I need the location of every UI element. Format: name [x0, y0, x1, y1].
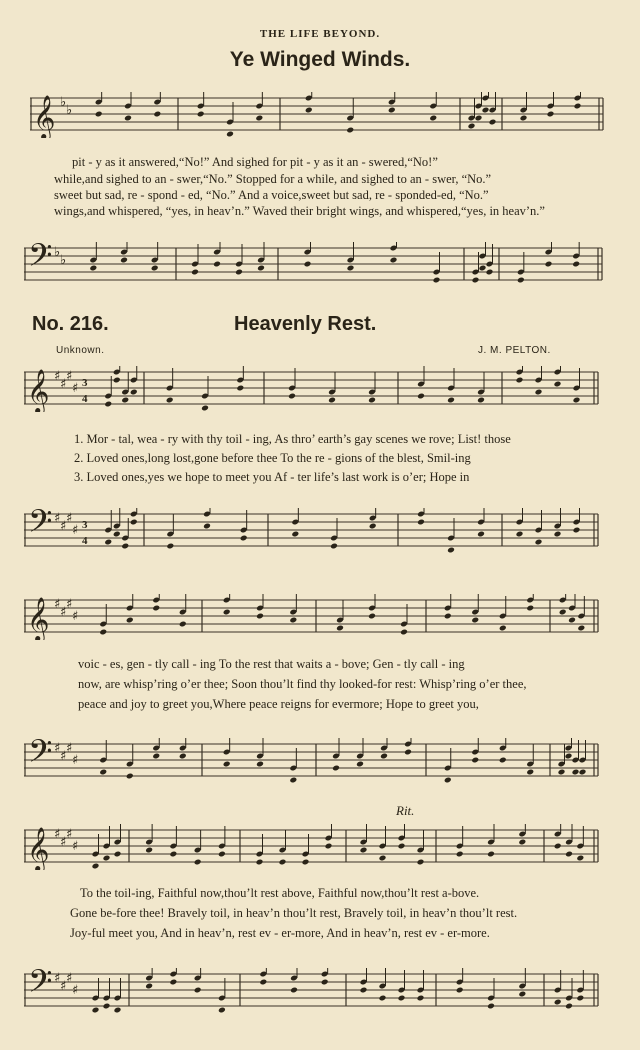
bass-clef-icon: 𝄢 — [28, 242, 53, 281]
system2-treble-staff — [24, 594, 600, 640]
treble-clef-icon: 𝄞 — [27, 597, 50, 640]
song-title: Ye Winged Winds. — [229, 48, 411, 71]
svg-text:♯: ♯ — [60, 519, 67, 534]
svg-text:♭: ♭ — [54, 245, 61, 260]
top-lyric-line-1: pit - y as it answered,“No!” And sighed for pit - y as it an - swered,“No!” — [72, 155, 438, 169]
svg-text:♯: ♯ — [54, 971, 61, 986]
svg-text:♯: ♯ — [66, 741, 73, 756]
treble-clef-icon: 𝄞 — [27, 827, 50, 870]
svg-text:♯: ♯ — [54, 741, 61, 756]
svg-text:4: 4 — [82, 535, 88, 547]
svg-text:♭: ♭ — [60, 95, 67, 110]
words-credit: Unknown. — [56, 345, 105, 356]
bass-clef-icon: 𝄢 — [28, 508, 53, 547]
svg-text:♯: ♯ — [72, 381, 79, 396]
hymn-title: Heavenly Rest. — [234, 313, 377, 335]
treble-clef-icon: 𝄞 — [33, 95, 56, 138]
ritardando-marking: Rit. — [396, 803, 415, 818]
svg-text:♯: ♯ — [72, 753, 79, 768]
svg-text:♯: ♯ — [54, 827, 61, 842]
svg-text:3: 3 — [82, 377, 88, 389]
page-header: THE LIFE BEYOND. — [259, 28, 381, 40]
svg-text:♯: ♯ — [60, 749, 67, 764]
system3-verse-3: Joy-ful meet you, And in heav’n, rest ev - er-more, And in heav’n, rest ev - er-more. — [70, 926, 490, 940]
system1-treble-staff — [24, 366, 600, 412]
svg-text:♯: ♯ — [60, 377, 67, 392]
top-lyric-line-3: sweet but sad, re - spond - ed, “No.” And a voice,sweet but sad, re - sponded-ed, “No.” — [54, 188, 489, 202]
svg-text:4: 4 — [82, 393, 88, 405]
system3-bass-staff — [24, 968, 600, 1014]
system2-verse-2: now, are whisp’ring o’er thee; Soon thou’lt find thy looked-for rest: Whisp’ring o’er thee, — [78, 677, 527, 691]
treble-clef-icon: 𝄞 — [27, 369, 50, 412]
system2-verse-3: peace and joy to greet you,Where peace reigns for evermore; Hope to greet you, — [78, 697, 479, 711]
system1-verse-2: 2. Loved ones,long lost,gone before thee To the re - gions of the blest, Smil-ing — [74, 451, 471, 465]
system3-verse-2: Gone be-fore thee! Bravely toil, in heav’n thou’lt rest, Bravely toil, in heav’n thou’lt rest. — [70, 906, 518, 920]
svg-text:♯: ♯ — [54, 369, 61, 384]
top-lyric-line-2: while,and sighed to an - swer,“No.” Stopped for a while, and sighed to an - swer, “No.” — [54, 172, 492, 186]
svg-text:♯: ♯ — [66, 971, 73, 986]
svg-text:♯: ♯ — [72, 609, 79, 624]
system2-verse-1: voic - es, gen - tly call - ing To the rest that waits a - bove; Gen - tly call - ing — [78, 657, 465, 671]
top-bass-staff — [24, 242, 604, 288]
svg-text:♯: ♯ — [54, 511, 61, 526]
bass-clef-icon: 𝄢 — [28, 738, 53, 777]
svg-text:3: 3 — [82, 519, 88, 531]
svg-text:♯: ♯ — [72, 983, 79, 998]
top-treble-staff — [30, 92, 605, 138]
system1-verse-1: 1. Mor - tal, wea - ry with thy toil - ing, As thro’ earth’s gay scenes we rove; List! those — [74, 432, 511, 446]
svg-text:♯: ♯ — [66, 369, 73, 384]
svg-text:♭: ♭ — [60, 253, 67, 268]
system3-verse-1: To the toil-ing, Faithful now,thou’lt rest above, Faithful now,thou’lt rest a-bove. — [80, 886, 480, 900]
system2-bass-staff — [24, 738, 600, 784]
svg-text:♯: ♯ — [60, 979, 67, 994]
system1-bass-staff — [24, 508, 600, 554]
svg-text:♯: ♯ — [66, 597, 73, 612]
music-credit: J. M. PELTON. — [478, 345, 551, 356]
svg-text:♯: ♯ — [60, 605, 67, 620]
svg-text:♯: ♯ — [54, 597, 61, 612]
svg-text:♯: ♯ — [72, 523, 79, 538]
svg-text:♯: ♯ — [66, 511, 73, 526]
svg-text:♭: ♭ — [66, 103, 73, 118]
system3-treble-staff — [24, 824, 600, 870]
top-lyric-line-4: wings,and whispered, “yes, in heav’n.” Waved their bright wings, and whispered,“yes, in heav’n.” — [54, 204, 545, 218]
bass-clef-icon: 𝄢 — [28, 968, 53, 1007]
svg-text:♯: ♯ — [66, 827, 73, 842]
svg-text:♯: ♯ — [72, 839, 79, 854]
hymn-number: No. 216. — [32, 313, 109, 335]
system1-verse-3: 3. Loved ones,yes we hope to meet you Af - ter life’s last work is o’er; Hope in — [74, 470, 470, 484]
svg-text:♯: ♯ — [60, 835, 67, 850]
